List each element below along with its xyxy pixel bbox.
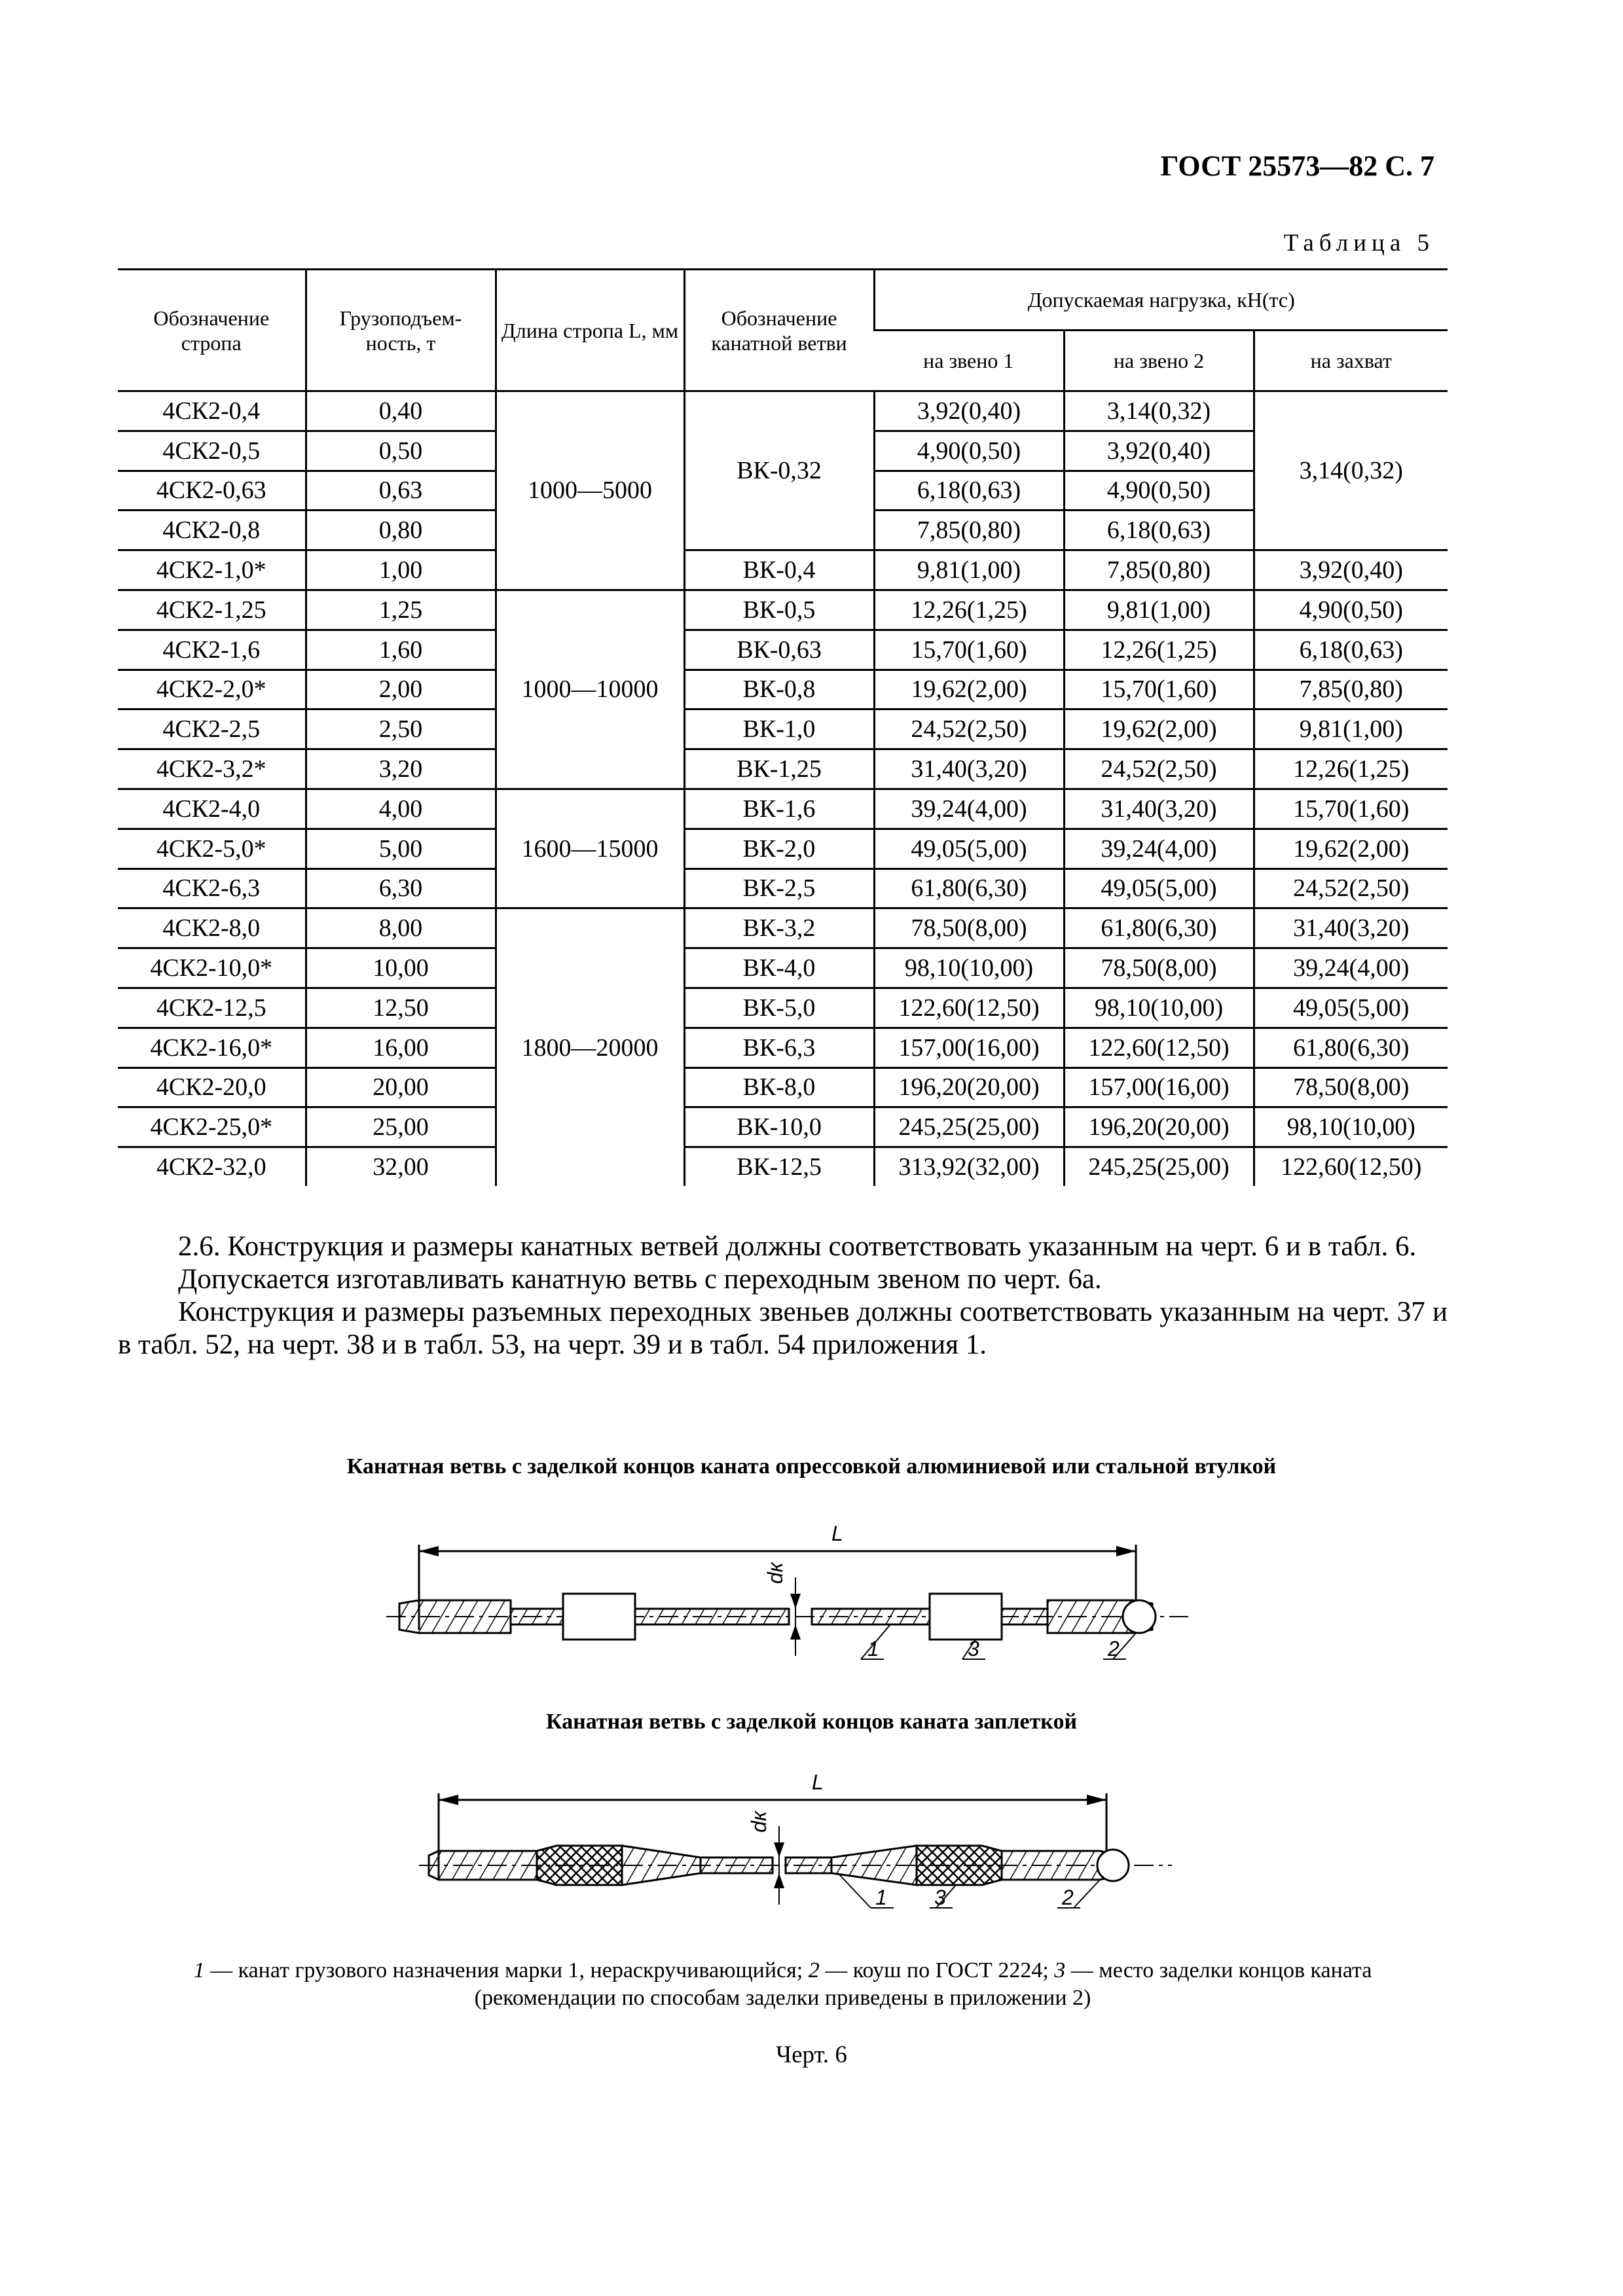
cell-capacity: 0,40 [306, 391, 496, 431]
cell-link1: 78,50(8,00) [874, 908, 1064, 948]
cell-link2: 245,25(25,00) [1064, 1147, 1254, 1186]
cell-link2: 19,62(2,00) [1064, 709, 1254, 749]
cell-grip: 98,10(10,00) [1254, 1107, 1448, 1147]
cell-sling: 4СК2-8,0 [118, 908, 306, 948]
cell-link2: 3,92(0,40) [1064, 431, 1254, 471]
cell-capacity: 10,00 [306, 948, 496, 988]
cell-link1: 4,90(0,50) [874, 431, 1064, 471]
table-row [118, 789, 1448, 829]
cell-link1: 196,20(20,00) [874, 1067, 1064, 1107]
cell-capacity: 25,00 [306, 1107, 496, 1147]
cell-capacity: 6,30 [306, 869, 496, 908]
col-header-branch: Обозначение канатной ветви [684, 270, 874, 391]
dim-L-label: L [831, 1522, 843, 1545]
legend-line-1 [118, 1957, 1448, 1984]
table-row [118, 869, 1448, 908]
table-row [118, 670, 1448, 709]
cell-capacity: 2,00 [306, 670, 496, 709]
cell-capacity: 16,00 [306, 1028, 496, 1067]
cell-length: 1600—15000 [496, 789, 684, 908]
cell-capacity: 4,00 [306, 789, 496, 829]
cell-sling: 4СК2-0,63 [118, 471, 306, 511]
cell-link2: 7,85(0,80) [1064, 550, 1254, 590]
cell-branch: ВК-8,0 [684, 1067, 874, 1107]
cell-link1: 6,18(0,63) [874, 471, 1064, 511]
cell-capacity: 32,00 [306, 1147, 496, 1186]
cell-branch: ВК-0,8 [684, 670, 874, 709]
legend-num-1: 1 [193, 1958, 205, 1982]
cell-capacity: 0,80 [306, 511, 496, 550]
cell-grip: 39,24(4,00) [1254, 948, 1448, 988]
cell-link1: 157,00(16,00) [874, 1028, 1064, 1067]
col-header-capacity: Грузоподъем- ность, т [306, 270, 496, 391]
cell-grip: 9,81(1,00) [1254, 709, 1448, 749]
table-row [118, 630, 1448, 670]
col-header-sling: Обозначение стропа [118, 270, 306, 391]
dim-L-label-2: L [812, 1770, 824, 1794]
cell-link2: 24,52(2,50) [1064, 749, 1254, 789]
legend-text-3: — место заделки концов каната [1065, 1958, 1372, 1982]
cell-grip: 19,62(2,00) [1254, 829, 1448, 869]
cell-grip: 61,80(6,30) [1254, 1028, 1448, 1067]
col-header-link1: на звено 1 [874, 331, 1064, 391]
dim-dk-label-2: dк [747, 1811, 771, 1833]
cell-link1: 15,70(1,60) [874, 630, 1064, 670]
cell-grip: 122,60(12,50) [1254, 1147, 1448, 1186]
table-row [118, 948, 1448, 988]
paragraph-2-6: 2.6. Конструкция и размеры канатных ветвей должны соответствовать указанным на черт. 6 и в табл. 6. [178, 1231, 1417, 1262]
cell-link2: 98,10(10,00) [1064, 988, 1254, 1028]
cell-branch: ВК-0,63 [684, 630, 874, 670]
cell-sling: 4СК2-12,5 [118, 988, 306, 1028]
legend-num-2: 2 [808, 1958, 820, 1982]
table-row [118, 550, 1448, 590]
cell-link1: 39,24(4,00) [874, 789, 1064, 829]
cell-link2: 157,00(16,00) [1064, 1067, 1254, 1107]
cell-sling: 4СК2-0,4 [118, 391, 306, 431]
cell-grip: 12,26(1,25) [1254, 749, 1448, 789]
col-header-link2: на звено 2 [1064, 331, 1254, 391]
cell-sling: 4СК2-1,6 [118, 630, 306, 670]
cell-link2: 12,26(1,25) [1064, 630, 1254, 670]
cell-capacity: 2,50 [306, 709, 496, 749]
cell-link1: 12,26(1,25) [874, 590, 1064, 630]
table-5 [118, 268, 1448, 1186]
cell-link1: 9,81(1,00) [874, 550, 1064, 590]
cell-branch: ВК-0,4 [684, 550, 874, 590]
cell-length: 1000—10000 [496, 590, 684, 789]
cell-branch: ВК-0,32 [684, 391, 874, 550]
cell-branch: ВК-10,0 [684, 1107, 874, 1147]
paragraph-transition-link: Допускается изготавливать канатную ветвь с переходным звеном по черт. 6а. [178, 1264, 1102, 1295]
section-2-6 [118, 1230, 1448, 1361]
cell-link1: 245,25(25,00) [874, 1107, 1064, 1147]
table-row [118, 749, 1448, 789]
cell-branch: ВК-0,5 [684, 590, 874, 630]
cell-link2: 31,40(3,20) [1064, 789, 1254, 829]
table-row [118, 391, 1448, 431]
cell-grip: 31,40(3,20) [1254, 908, 1448, 948]
callout-1: 1 [867, 1637, 879, 1660]
cell-branch: ВК-12,5 [684, 1147, 874, 1186]
cell-sling: 4СК2-3,2* [118, 749, 306, 789]
cell-branch: ВК-1,0 [684, 709, 874, 749]
cell-capacity: 1,00 [306, 550, 496, 590]
figure-title-spliced: Канатная ветвь с заделкой концов каната заплеткой [545, 1710, 1078, 1734]
cell-branch: ВК-1,6 [684, 789, 874, 829]
cell-branch: ВК-2,5 [684, 869, 874, 908]
cell-link2: 196,20(20,00) [1064, 1107, 1254, 1147]
figure-title-pressed: Канатная ветвь с заделкой концов каната опрессовкой алюминиевой или стальной втулкой [346, 1454, 1277, 1479]
cell-capacity: 20,00 [306, 1067, 496, 1107]
figure-number: Черт. 6 [776, 2041, 847, 2068]
paragraph-detachable-links: Конструкция и размеры разъемных переходных звеньев должны соответствовать указанным на черт. 37 и в табл. 52, на черт. 38 и в табл. 53, на черт. 39 и в табл. 54 приложения 1. [118, 1297, 1448, 1360]
cell-sling: 4СК2-16,0* [118, 1028, 306, 1067]
cell-sling: 4СК2-0,5 [118, 431, 306, 471]
dim-dk-label: dк [763, 1562, 787, 1584]
cell-link1: 98,10(10,00) [874, 948, 1064, 988]
cell-capacity: 1,25 [306, 590, 496, 630]
cell-capacity: 0,63 [306, 471, 496, 511]
cell-sling: 4СК2-32,0 [156, 1153, 266, 1181]
cell-branch: ВК-4,0 [684, 948, 874, 988]
drawing-spliced [419, 1748, 1178, 1937]
table-row [118, 1028, 1448, 1067]
cell-grip: 3,14(0,32) [1254, 391, 1448, 550]
col-header-length: Длина стропа L, мм [496, 270, 684, 391]
cell-sling: 4СК2-0,8 [118, 511, 306, 550]
cell-grip: 6,18(0,63) [1254, 630, 1448, 670]
callout-2: 2 [1108, 1637, 1120, 1660]
table-row [118, 590, 1448, 630]
cell-link1: 313,92(32,00) [874, 1147, 1064, 1186]
cell-link2: 6,18(0,63) [1064, 511, 1254, 550]
cell-branch: ВК-1,25 [684, 749, 874, 789]
cell-grip: 3,92(0,40) [1254, 550, 1448, 590]
page-header-doc-ref: ГОСТ 25573—82 С. 7 [1160, 150, 1434, 182]
cell-branch: ВК-3,2 [684, 908, 874, 948]
legend-text-2: — коуш по ГОСТ 2224; [819, 1958, 1055, 1982]
callout-3-b: 3 [934, 1886, 946, 1909]
cell-link2: 61,80(6,30) [1064, 908, 1254, 948]
cell-capacity: 8,00 [306, 908, 496, 948]
table-row [118, 1067, 1448, 1107]
cell-branch: ВК-5,0 [684, 988, 874, 1028]
figure-legend [118, 1957, 1448, 2012]
cell-sling: 4СК2-10,0* [118, 948, 306, 988]
cell-link2: 39,24(4,00) [1064, 829, 1254, 869]
callout-1-b: 1 [875, 1886, 887, 1909]
cell-sling: 4СК2-20,0 [118, 1067, 306, 1107]
cell-link2: 49,05(5,00) [1064, 869, 1254, 908]
cell-length: 1800—20000 [496, 908, 684, 1186]
cell-grip: 49,05(5,00) [1254, 988, 1448, 1028]
cell-link2: 3,14(0,32) [1064, 391, 1254, 431]
drawing-pressed-sleeve [386, 1499, 1192, 1695]
cell-grip: 15,70(1,60) [1254, 789, 1448, 829]
table-caption: Таблица 5 [1283, 230, 1434, 257]
cell-grip: 78,50(8,00) [1254, 1067, 1448, 1107]
cell-link1: 7,85(0,80) [874, 511, 1064, 550]
cell-sling: 4СК2-25,0* [118, 1107, 306, 1147]
legend-line-2: (рекомендации по способам заделки приведены в приложении 2) [474, 1986, 1091, 2010]
table-row [118, 1107, 1448, 1147]
col-header-load-group: Допускаемая нагрузка, кН(тс) [874, 270, 1448, 331]
cell-link1: 49,05(5,00) [874, 829, 1064, 869]
cell-capacity: 1,60 [306, 630, 496, 670]
cell-link2: 15,70(1,60) [1064, 670, 1254, 709]
cell-sling: 4СК2-6,3 [118, 869, 306, 908]
cell-sling: 4СК2-5,0* [118, 829, 306, 869]
table-row [118, 709, 1448, 749]
cell-grip: 7,85(0,80) [1254, 670, 1448, 709]
legend-text-1: — канат грузового назначения марки 1, нераскручивающийся; [204, 1958, 809, 1982]
cell-grip: 4,90(0,50) [1254, 590, 1448, 630]
cell-link2: 78,50(8,00) [1064, 948, 1254, 988]
callout-3: 3 [968, 1637, 979, 1660]
cell-link2: 122,60(12,50) [1064, 1028, 1254, 1067]
cell-length: 1000—5000 [496, 391, 684, 590]
cell-sling: 4СК2-1,0* [118, 550, 306, 590]
callout-2-b: 2 [1062, 1886, 1074, 1909]
table-row [118, 908, 1448, 948]
cell-capacity: 3,20 [306, 749, 496, 789]
cell-link1: 122,60(12,50) [874, 988, 1064, 1028]
cell-sling: 4СК2-4,0 [118, 789, 306, 829]
cell-link2: 4,90(0,50) [1064, 471, 1254, 511]
cell-branch: ВК-6,3 [684, 1028, 874, 1067]
cell-link1: 19,62(2,00) [874, 670, 1064, 709]
cell-branch: ВК-2,0 [684, 829, 874, 869]
cell-link1: 24,52(2,50) [874, 709, 1064, 749]
cell-link1: 31,40(3,20) [874, 749, 1064, 789]
cell-sling: 4СК2-2,5 [118, 709, 306, 749]
legend-num-3: 3 [1054, 1958, 1066, 1982]
table-row [118, 988, 1448, 1028]
cell-capacity: 0,50 [306, 431, 496, 471]
cell-sling: 4СК2-1,25 [118, 590, 306, 630]
cell-capacity: 12,50 [306, 988, 496, 1028]
col-header-grip: на захват [1254, 331, 1448, 391]
cell-capacity: 5,00 [306, 829, 496, 869]
cell-link1: 61,80(6,30) [874, 869, 1064, 908]
table-row [118, 1147, 1448, 1186]
table-row [118, 829, 1448, 869]
cell-link2: 9,81(1,00) [1064, 590, 1254, 630]
cell-link1: 3,92(0,40) [874, 391, 1064, 431]
cell-grip: 24,52(2,50) [1254, 869, 1448, 908]
cell-sling: 4СК2-2,0* [118, 670, 306, 709]
